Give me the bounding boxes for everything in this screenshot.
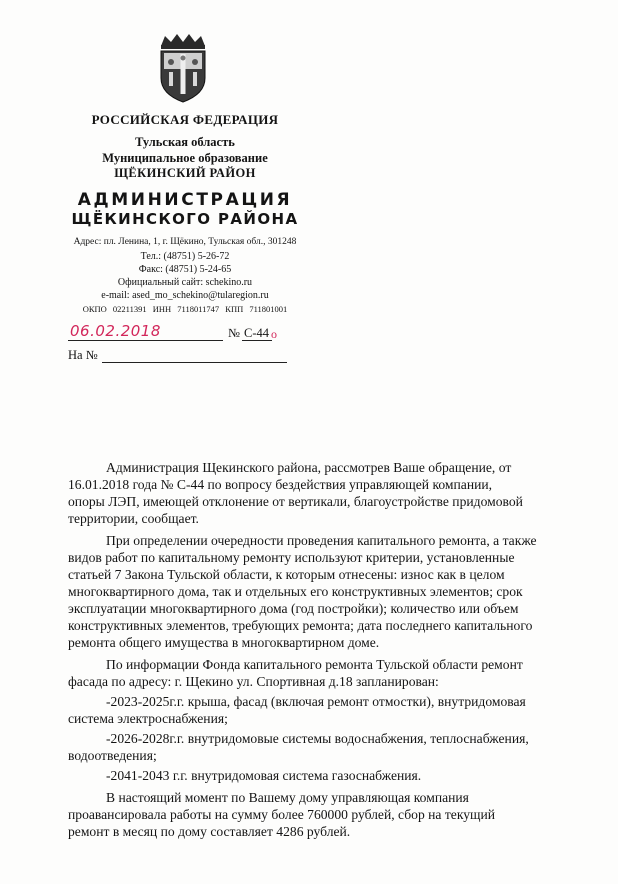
administration-title: АДМИНИСТРАЦИЯ (77, 190, 293, 210)
body-line: система электроснабжения; (68, 711, 228, 726)
coat-of-arms-emblem (155, 32, 211, 104)
district-name: ЩЁКИНСКИЙ РАЙОН (114, 166, 256, 180)
fax-number: Факс: (48751) 5-24-65 (138, 264, 232, 275)
municipality-name: Муниципальное образование (102, 151, 268, 165)
number-underline (242, 340, 272, 341)
handwritten-mark: о (271, 327, 277, 341)
body-line: -2023-2025г.г. крыша, фасад (включая ремонт отмостки), внутридомовая (106, 694, 526, 709)
number-label: № (228, 326, 240, 340)
reply-to-label: На № (68, 348, 98, 362)
body-line: По информации Фонда капитального ремонта Тульской области ремонт (106, 657, 523, 672)
body-line: Администрация Щекинского района, рассмотрев Ваше обращение, от (106, 460, 512, 475)
reply-to-line (68, 346, 298, 366)
body-line: статьей 7 Закона Тульской области, к которым отнесены: износ как в целом (68, 567, 505, 582)
body-line: конструктивных элементов, требующих ремонта; дата последнего капитального (68, 618, 533, 633)
administration-subtitle: ЩЁКИНСКОГО РАЙОНА (71, 210, 299, 228)
reply-to-underline (102, 362, 287, 363)
official-website: Официальный сайт: schekino.ru (117, 277, 253, 288)
body-line: В настоящий момент по Вашему дому управляющая компания (106, 790, 469, 805)
email-address: e-mail: ased_mo_schekino@tularegion.ru (101, 290, 269, 301)
region-name: Тульская область (135, 135, 235, 149)
body-line: проавансировала работы на сумму более 760000 рублей, сбор на текущий (68, 807, 496, 822)
body-line: водоотведения; (68, 748, 157, 763)
body-line: 16.01.2018 года № С-44 по вопросу бездействия управляющей компании, (68, 477, 493, 492)
body-line: многоквартирного дома, так и отдельных его конструктивных элементов; срок (68, 584, 523, 599)
postal-address: Адрес: пл. Ленина, 1, г. Щёкино, Тульская обл., 301248 (73, 237, 297, 247)
country-title: РОССИЙСКАЯ ФЕДЕРАЦИЯ (91, 112, 279, 127)
body-line: видов работ по капитальному ремонту используют критерии, установленные (68, 550, 515, 565)
body-line: фасада по адресу: г. Щекино ул. Спортивная д.18 запланирован: (68, 674, 439, 689)
handwritten-date: 06.02.2018 (70, 322, 161, 340)
body-line: опоры ЛЭП, имеющей отклонение от вертикали, благоустройстве придомовой (68, 494, 523, 509)
body-line: ремонт в месяц по дому составляет 4286 рублей. (68, 824, 351, 839)
body-line: эксплуатации многоквартирного дома (год постройки); количество или объем (68, 601, 519, 616)
outgoing-registration-line (68, 322, 348, 344)
body-line: территории, сообщает. (68, 511, 199, 526)
body-line: ремонта общего имущества в многоквартирном доме. (68, 635, 380, 650)
body-line: -2026-2028г.г. внутридомовые системы водоснабжения, теплоснабжения, (106, 731, 529, 746)
organization-codes: ОКПО 02211391 ИНН 7118011747 КПП 711801001 (82, 304, 288, 314)
phone-number: Тел.: (48751) 5-26-72 (140, 251, 230, 262)
date-underline (68, 340, 223, 341)
outgoing-number: С-44 (244, 326, 269, 340)
body-line: -2041-2043 г.г. внутридомовая система газоснабжения. (106, 768, 422, 783)
body-line: При определении очередности проведения капитального ремонта, а также (106, 533, 537, 548)
